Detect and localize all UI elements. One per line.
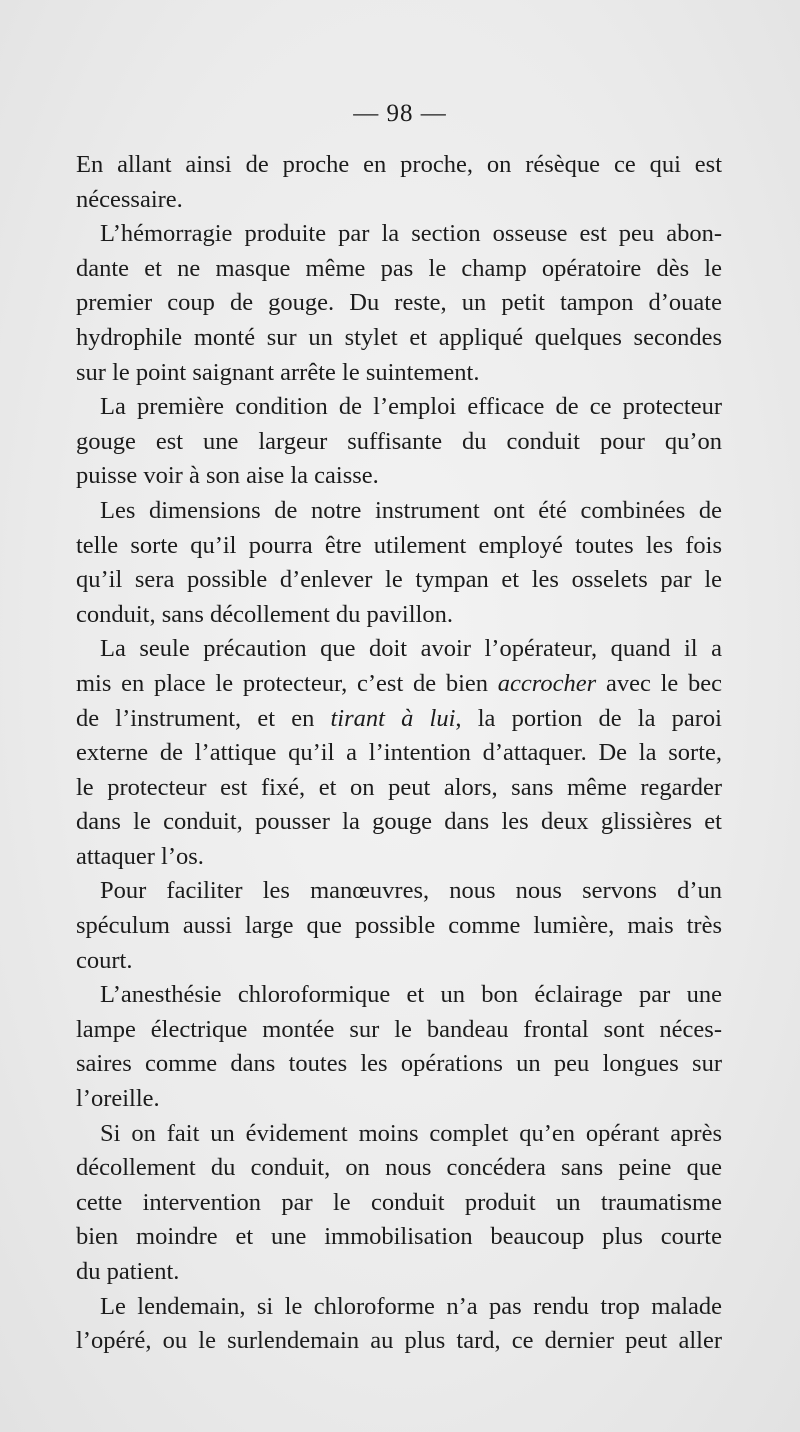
paragraph xyxy=(76,390,722,494)
text-line: L’hémorragie produite par la section osseuse est peu abon- xyxy=(100,220,722,248)
paragraph xyxy=(76,217,722,390)
text-line: spéculum aussi large que possible comme lumière, mais très xyxy=(76,912,722,940)
text-line: La seule précaution que doit avoir l’opérateur, quand il a xyxy=(100,635,722,663)
body-text xyxy=(76,148,722,1359)
text-line: La première condition de l’emploi efficace de ce protecteur xyxy=(100,393,722,421)
paragraph xyxy=(76,978,722,1116)
paragraph xyxy=(76,1117,722,1290)
text-line: lampe électrique montée sur le bandeau frontal sont néces- xyxy=(76,1015,722,1043)
text-line: qu’il sera possible d’enlever le tympan et les osselets par le xyxy=(76,566,722,594)
text-line: mis en place le protecteur, c’est de bien accrocher avec le bec xyxy=(76,669,722,697)
text-line: cette intervention par le conduit produit un traumatisme xyxy=(76,1188,722,1216)
text-line: le protecteur est fixé, et on peut alors, sans même regarder xyxy=(76,773,722,801)
text-line: court. xyxy=(76,946,133,974)
text-line: En allant ainsi de proche en proche, on résèque ce qui est xyxy=(76,151,722,178)
text-line: Pour faciliter les manœuvres, nous nous servons d’un xyxy=(100,877,722,905)
paragraph xyxy=(76,494,722,632)
text-line: conduit, sans décollement du pavillon. xyxy=(76,600,453,628)
text-line: bien moindre et une immobilisation beaucoup plus courte xyxy=(76,1223,722,1251)
text-line: l’oreille. xyxy=(76,1085,160,1113)
text-line: externe de l’attique qu’il a l’intention d’attaquer. De la sorte, xyxy=(76,739,722,767)
text-line: Si on fait un évidement moins complet qu’en opérant après xyxy=(100,1119,722,1147)
text-line: hydrophile monté sur un stylet et appliqué quelques secondes xyxy=(76,323,722,351)
text-line: nécessaire. xyxy=(76,185,183,213)
text-line: gouge est une largeur suffisante du conduit pour qu’on xyxy=(76,427,722,455)
text-line: Le lendemain, si le chloroforme n’a pas rendu trop malade xyxy=(100,1292,722,1320)
text-line: saires comme dans toutes les opérations un peu longues sur xyxy=(76,1050,722,1078)
paragraph xyxy=(76,632,722,874)
text-line: décollement du conduit, on nous concédera sans peine que xyxy=(76,1154,722,1182)
text-line: de l’instrument, et en tirant à lui, la portion de la paroi xyxy=(76,704,722,732)
text-line: L’anesthésie chloroformique et un bon éclairage par une xyxy=(100,981,722,1009)
text-line: premier coup de gouge. Du reste, un petit tampon d’ouate xyxy=(76,289,722,317)
paragraph xyxy=(76,148,722,217)
paragraph xyxy=(76,1290,722,1359)
text-line: attaquer l’os. xyxy=(76,842,204,870)
text-line: dans le conduit, pousser la gouge dans les deux glissières et xyxy=(76,808,722,836)
text-line: telle sorte qu’il pourra être utilement employé toutes les fois xyxy=(76,531,722,559)
page-number: — 98 — xyxy=(353,100,447,127)
text-line: l’opéré, ou le surlendemain au plus tard, ce dernier peut aller xyxy=(76,1327,722,1355)
text-line: dante et ne masque même pas le champ opératoire dès le xyxy=(76,254,722,282)
paragraph xyxy=(76,874,722,978)
text-line: Les dimensions de notre instrument ont été combinées de xyxy=(100,496,722,524)
text-line: puisse voir à son aise la caisse. xyxy=(76,462,379,490)
text-line: sur le point saignant arrête le suintement. xyxy=(76,358,480,386)
text-line: du patient. xyxy=(76,1258,180,1285)
